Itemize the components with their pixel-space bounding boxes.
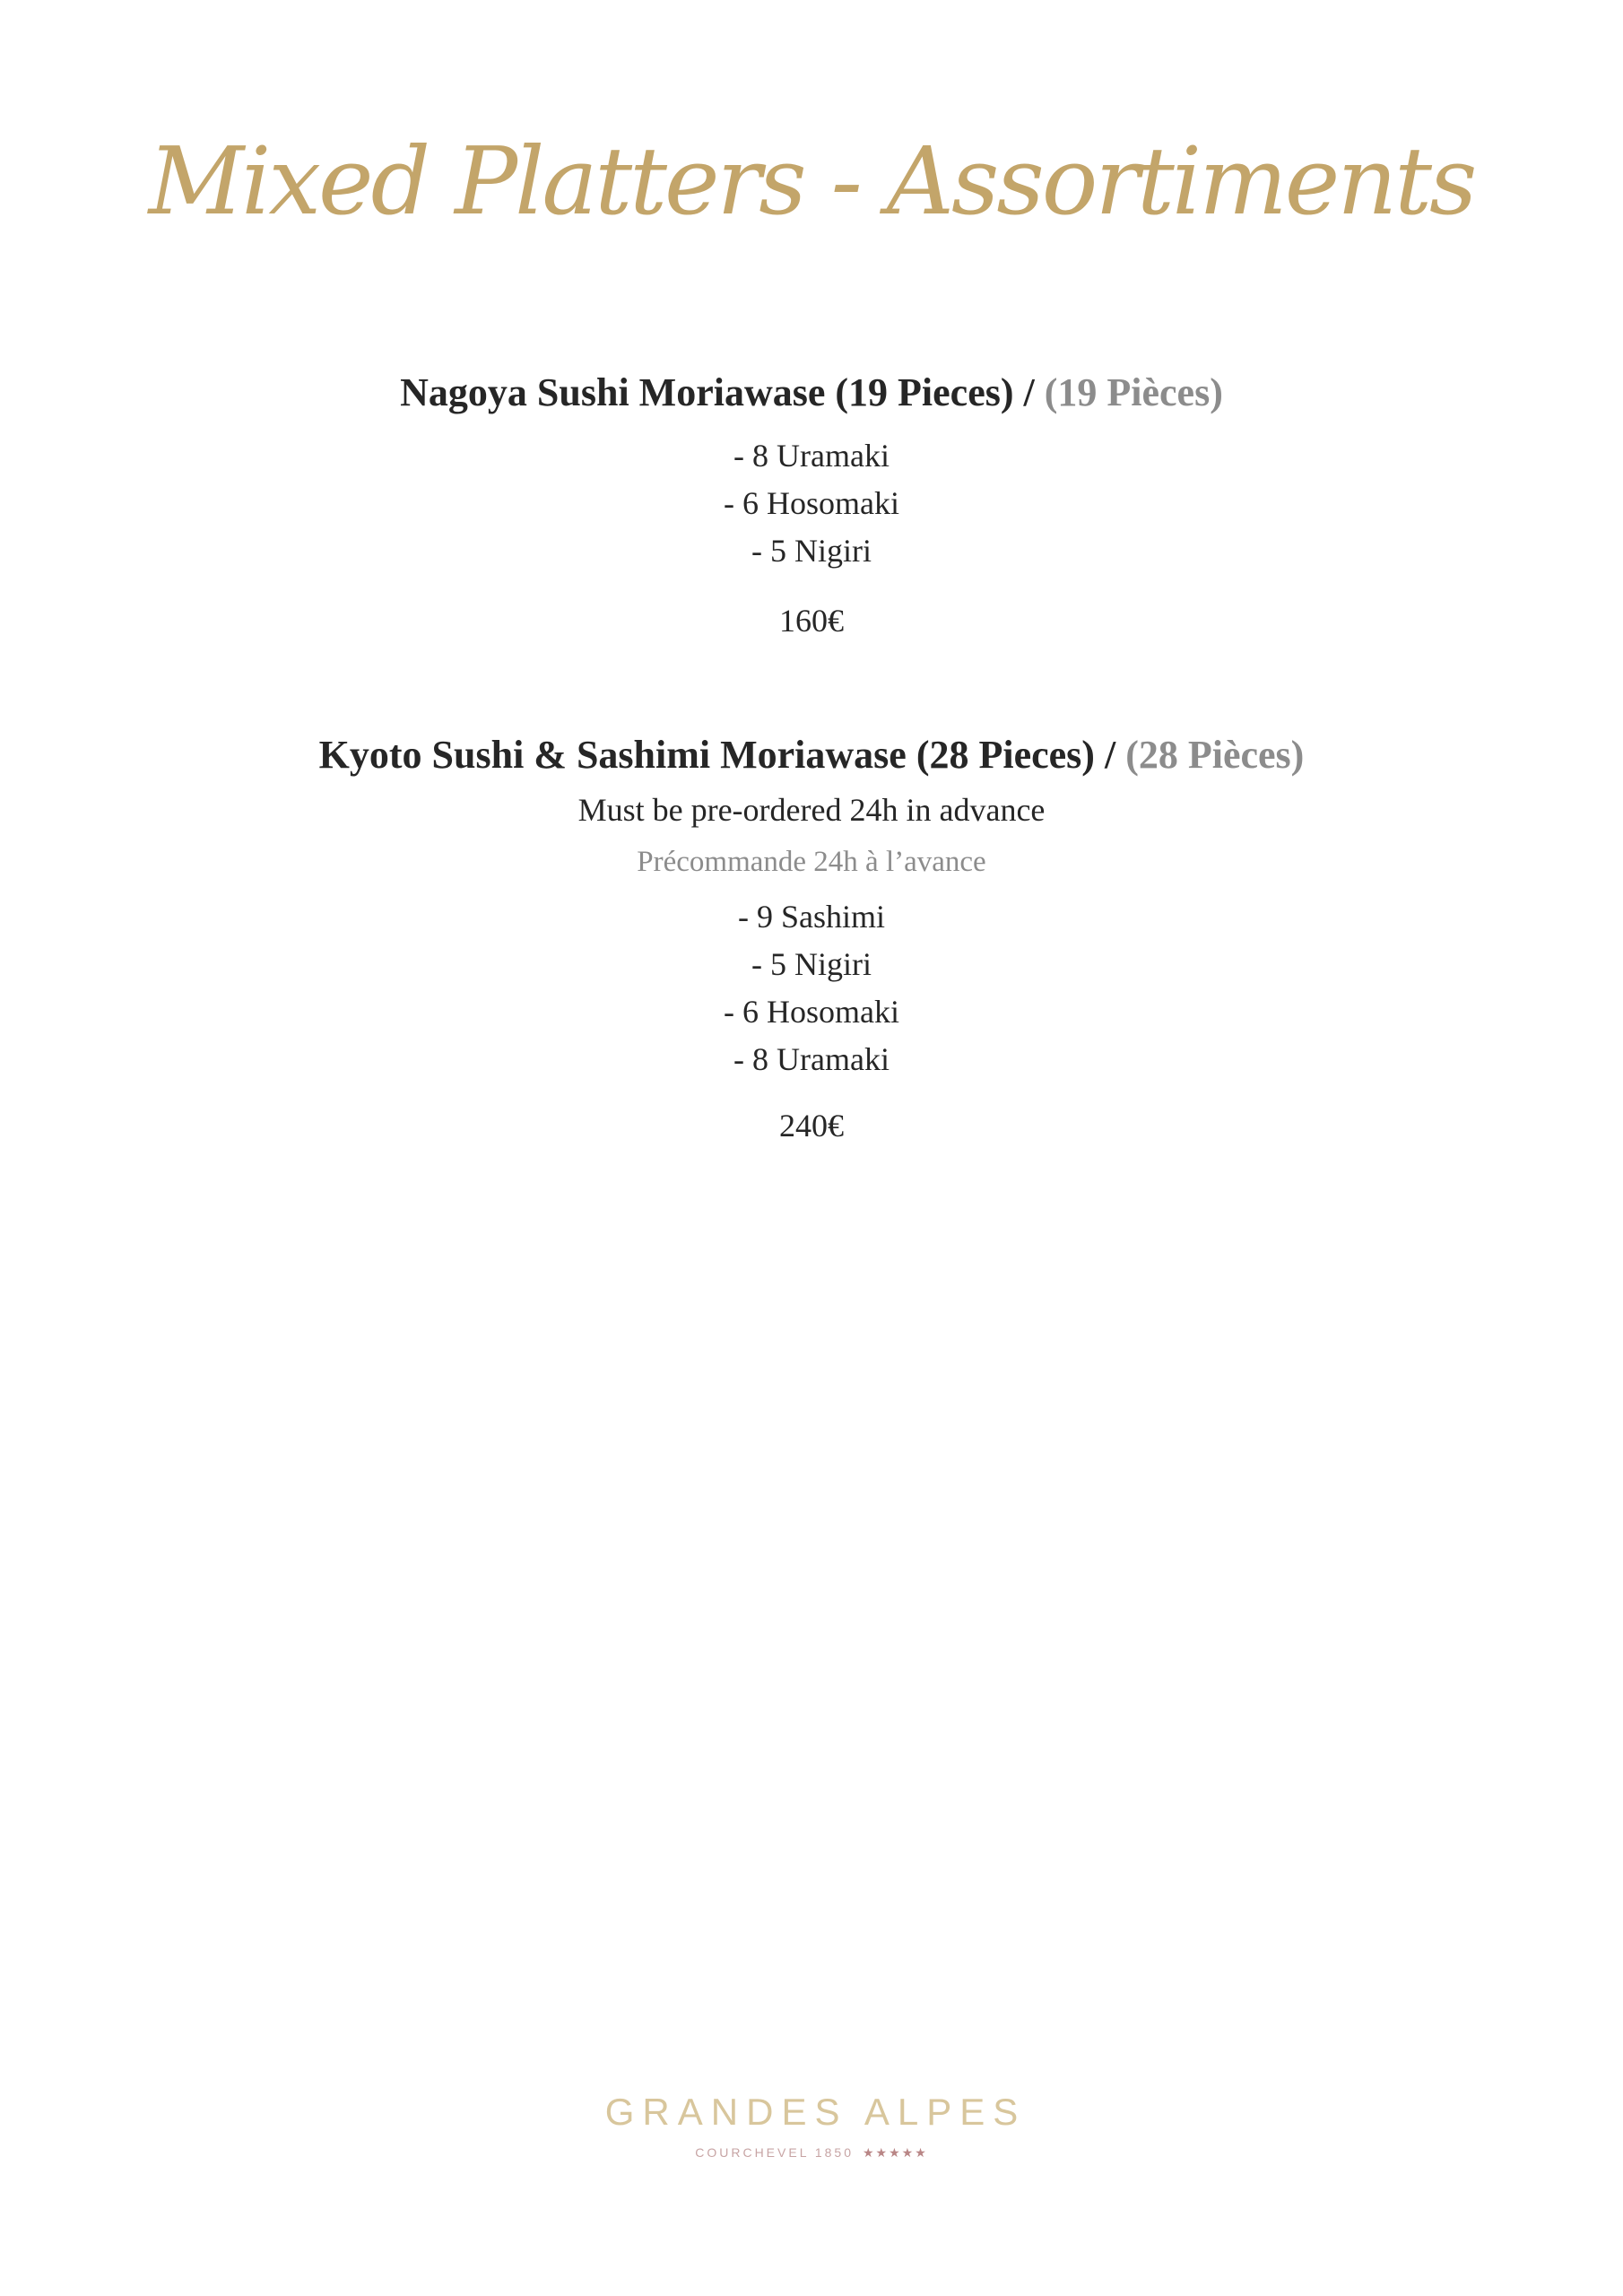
item-price: 240€ (779, 1108, 844, 1144)
item-title-en: Nagoya Sushi Moriawase (19 Pieces) / (400, 370, 1035, 414)
item-contents-list (0, 893, 1623, 1083)
menu-item-kyoto (0, 726, 1623, 1148)
item-price: 160€ (779, 603, 844, 639)
star-rating-icon: ★★★★★ (863, 2145, 928, 2160)
menu-item-nagoya (0, 364, 1623, 643)
item-title (0, 726, 1623, 784)
item-title-fr: (28 Pièces) (1125, 733, 1305, 777)
item-title (0, 364, 1623, 422)
brand-logo (0, 2090, 1623, 2161)
list-item: - 8 Uramaki (733, 438, 890, 474)
list-item: - 8 Uramaki (733, 1041, 890, 1077)
preorder-note-en: Must be pre-ordered 24h in advance (577, 792, 1046, 828)
list-item: - 5 Nigiri (751, 946, 872, 982)
item-contents-list (0, 432, 1623, 575)
brand-location (0, 2144, 1623, 2161)
preorder-note-fr: Précommande 24h à l’avance (637, 846, 986, 878)
list-item: - 5 Nigiri (751, 533, 872, 569)
brand-name: GRANDES ALPES (604, 2091, 1027, 2133)
list-item: - 6 Hosomaki (724, 994, 899, 1030)
page-title: Mixed Platters - Assortiments (148, 126, 1475, 236)
brand-location-text: COURCHEVEL 1850 (695, 2145, 854, 2160)
list-item: - 9 Sashimi (737, 899, 885, 935)
item-title-fr: (19 Pièces) (1044, 370, 1223, 414)
item-title-en: Kyoto Sushi & Sashimi Moriawase (28 Pieces) / (318, 733, 1116, 777)
list-item: - 6 Hosomaki (724, 485, 899, 521)
